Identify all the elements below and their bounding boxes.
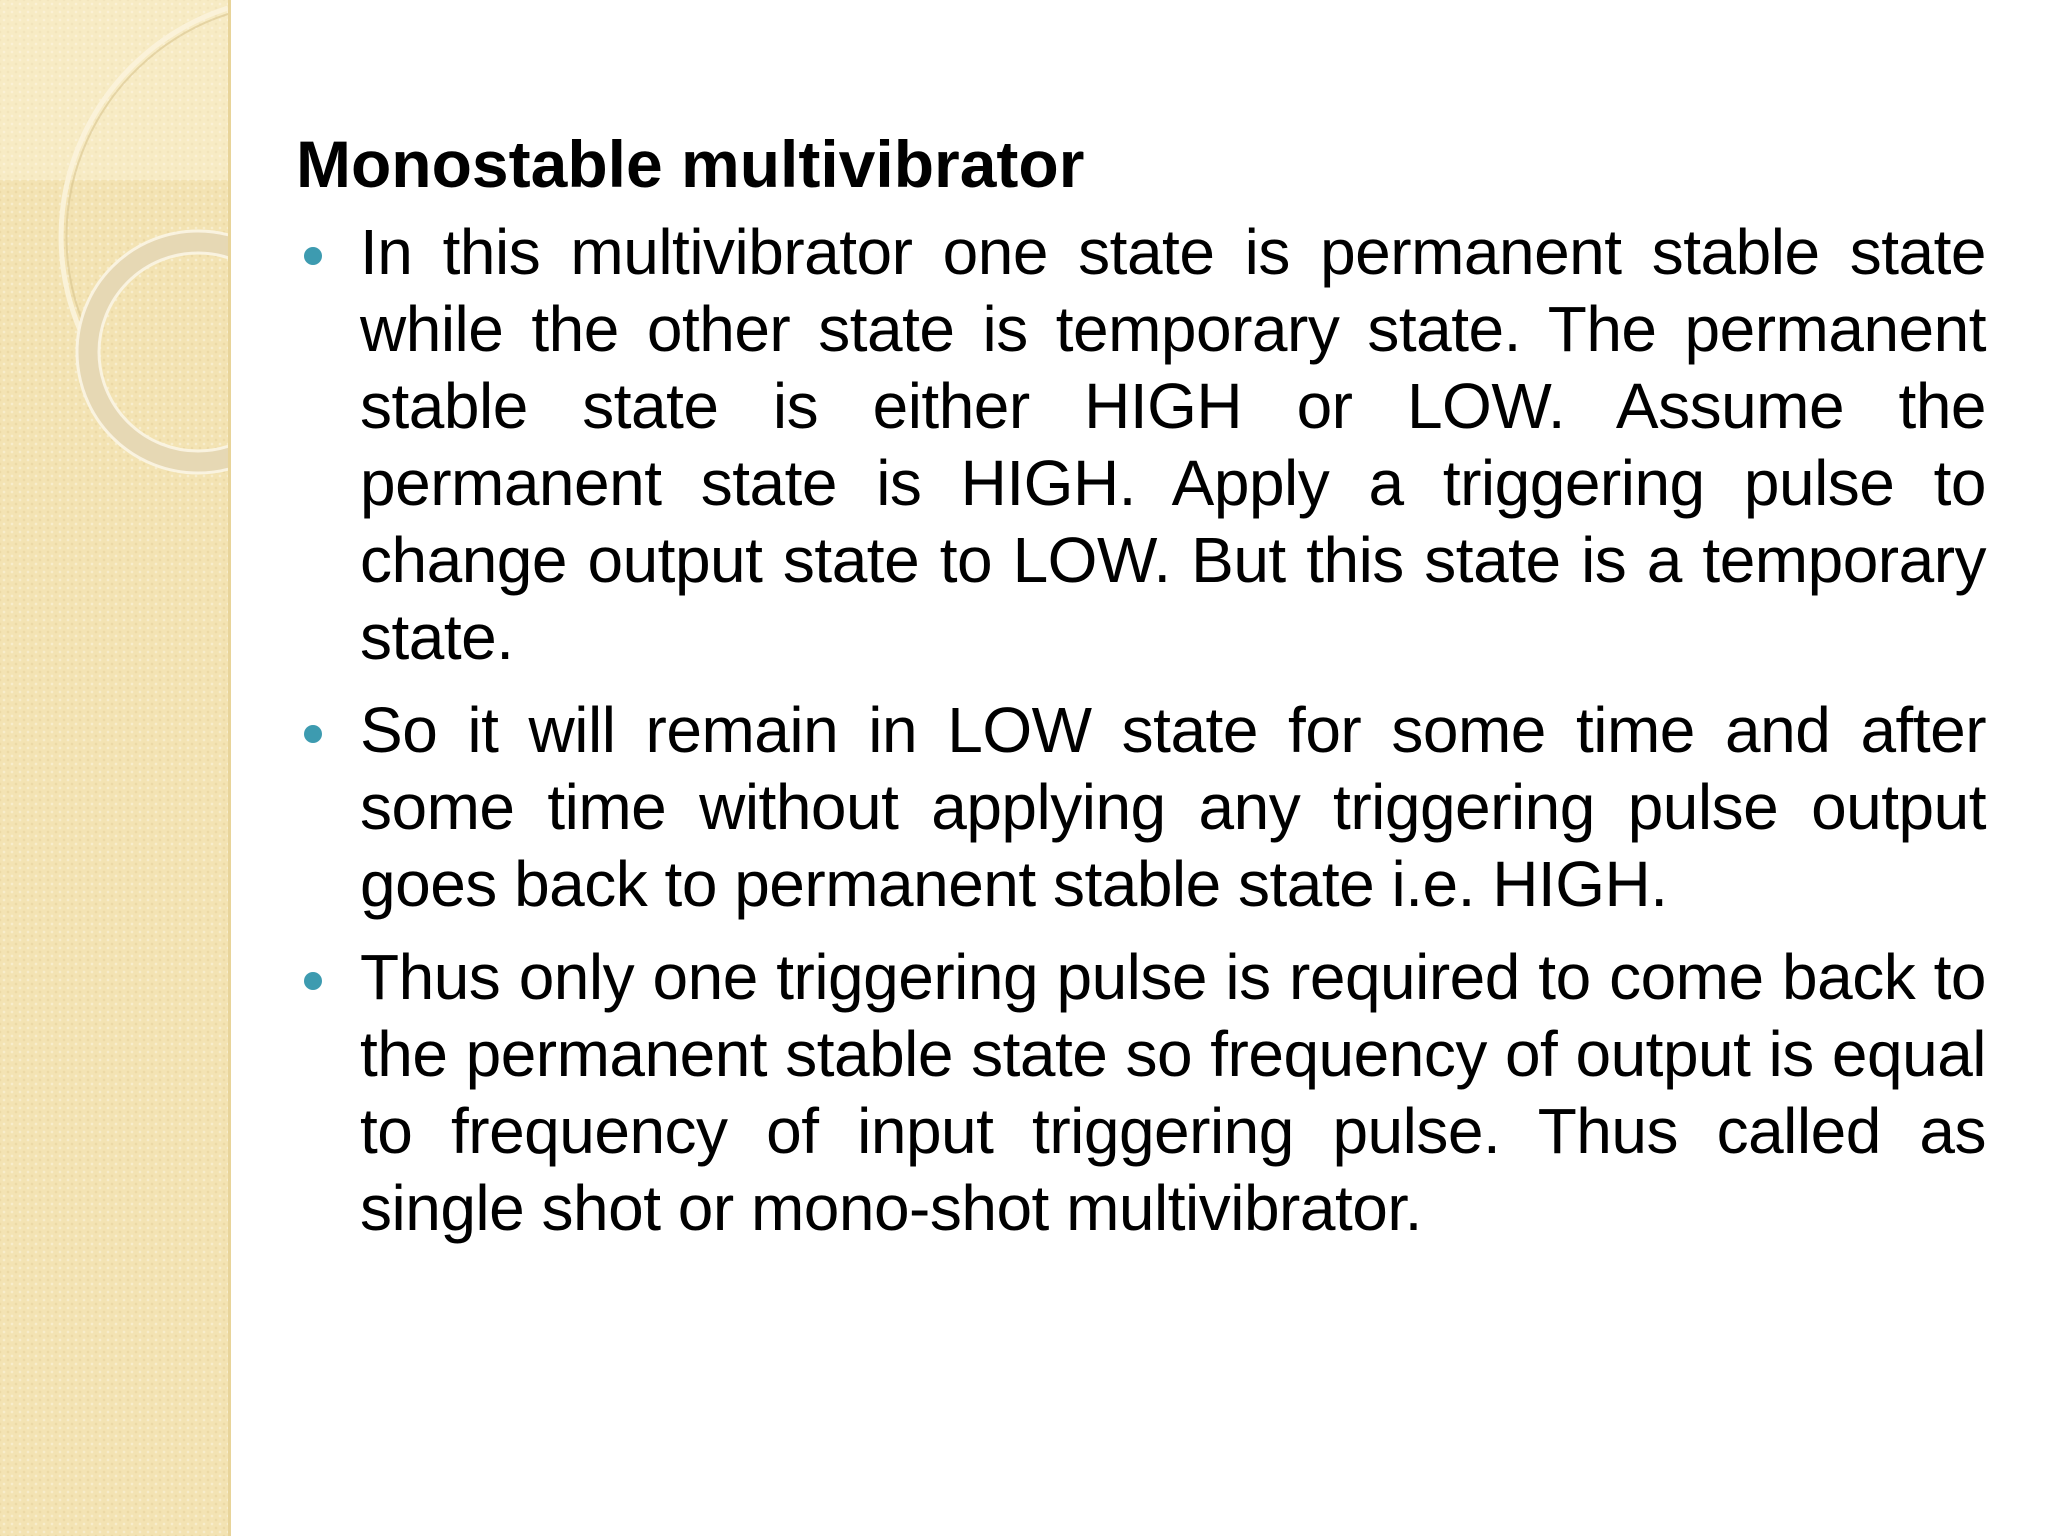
bullet-list (296, 214, 1986, 1247)
bullet-item (296, 939, 1986, 1247)
decorative-side-panel (0, 0, 231, 1536)
bullet-text: So it will remain in LOW state for some time and after some time without applying any triggering pulse output goes back to permanent stable state i.e. HIGH. (360, 694, 1986, 920)
slide-content (296, 118, 1986, 1263)
bullet-dot-icon (304, 972, 322, 990)
bullet-dot-icon (304, 247, 322, 265)
slide-title: Monostable multivibrator (296, 127, 1085, 201)
bullet-item (296, 214, 1986, 676)
bullet-dot-icon (304, 725, 322, 743)
bullet-text: Thus only one triggering pulse is required to come back to the permanent stable state so frequency of output is equal to frequency of input triggering pulse. Thus called as single shot or mono-shot multivibrator. (360, 941, 1986, 1244)
bullet-item (296, 692, 1986, 923)
bullet-text: In this multivibrator one state is permanent stable state while the other state is temporary state. The permanent stable state is either HIGH or LOW. Assume the permanent state is HIGH. Apply a triggering pulse to change output state to LOW. But this state is a temporary state. (360, 216, 1986, 673)
decorative-circles-graphic (0, 0, 228, 520)
